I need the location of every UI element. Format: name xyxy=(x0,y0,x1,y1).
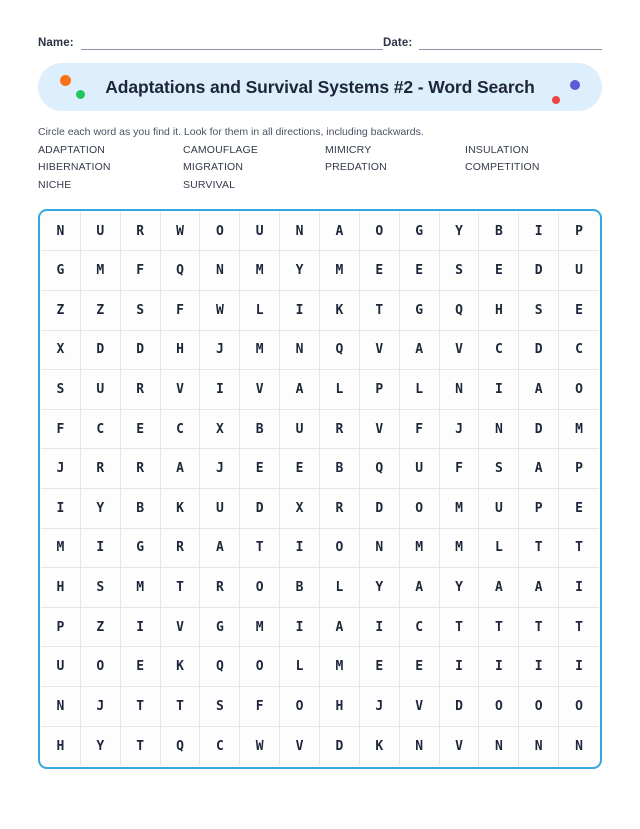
grid-cell[interactable]: I xyxy=(280,608,320,648)
grid-cell[interactable]: S xyxy=(200,687,240,727)
grid-cell[interactable]: D xyxy=(121,331,161,371)
word-list-item: NICHE xyxy=(38,178,72,191)
grid-cell[interactable]: U xyxy=(479,489,519,529)
grid-cell[interactable]: A xyxy=(320,608,360,648)
grid-cell[interactable]: Q xyxy=(161,727,201,767)
name-date-row xyxy=(38,0,602,50)
word-list-item: PREDATION xyxy=(325,161,387,174)
grid-cell[interactable]: V xyxy=(440,727,480,767)
grid-cell[interactable]: D xyxy=(240,489,280,529)
grid-cell[interactable]: M xyxy=(320,647,360,687)
grid-cell[interactable]: M xyxy=(440,529,480,569)
grid-cell[interactable]: C xyxy=(81,410,121,450)
grid-cell[interactable]: G xyxy=(200,608,240,648)
grid-cell[interactable]: N xyxy=(519,727,559,767)
grid-cell[interactable]: K xyxy=(360,727,400,767)
grid-cell[interactable]: Q xyxy=(320,331,360,371)
grid-cell[interactable]: S xyxy=(519,291,559,331)
grid-cell[interactable]: L xyxy=(320,568,360,608)
name-write-line[interactable] xyxy=(81,36,383,50)
grid-cell[interactable]: O xyxy=(559,370,599,410)
grid-cell[interactable]: V xyxy=(440,331,480,371)
grid-cell[interactable]: C xyxy=(161,410,201,450)
grid-cell[interactable]: O xyxy=(81,647,121,687)
grid-cell[interactable]: S xyxy=(41,370,81,410)
grid-cell[interactable]: T xyxy=(360,291,400,331)
grid-cell[interactable]: F xyxy=(41,410,81,450)
grid-cell[interactable]: S xyxy=(440,251,480,291)
grid-cell[interactable]: H xyxy=(320,687,360,727)
grid-cell[interactable]: D xyxy=(519,410,559,450)
grid-cell[interactable]: M xyxy=(121,568,161,608)
instructions-text: Circle each word as you find it. Look for them in all directions, including backwards. xyxy=(38,126,424,138)
grid-cell[interactable]: W xyxy=(200,291,240,331)
name-field-group xyxy=(38,36,383,50)
grid-cell[interactable]: M xyxy=(41,529,81,569)
grid-cell[interactable]: V xyxy=(280,727,320,767)
grid-cell[interactable]: N xyxy=(41,212,81,252)
grid-cell[interactable]: T xyxy=(559,608,599,648)
red-dot-icon xyxy=(552,96,560,104)
grid-cell[interactable]: V xyxy=(161,370,201,410)
grid-cell[interactable]: W xyxy=(240,727,280,767)
grid-cell[interactable]: E xyxy=(400,251,440,291)
grid-cell[interactable]: T xyxy=(121,687,161,727)
grid-cell[interactable]: N xyxy=(479,727,519,767)
grid-cell[interactable]: D xyxy=(519,251,559,291)
grid-cell[interactable]: E xyxy=(121,647,161,687)
grid-cell[interactable]: E xyxy=(559,291,599,331)
grid-cell[interactable]: F xyxy=(440,449,480,489)
word-list-item: MIMICRY xyxy=(325,144,372,157)
grid-cell[interactable]: O xyxy=(200,212,240,252)
grid-cell[interactable]: W xyxy=(161,212,201,252)
grid-cell[interactable]: Y xyxy=(440,212,480,252)
grid-cell[interactable]: Q xyxy=(200,647,240,687)
grid-cell[interactable]: Y xyxy=(360,568,400,608)
word-list-item: INSULATION xyxy=(465,144,529,157)
grid-cell[interactable]: M xyxy=(240,251,280,291)
grid-cell[interactable]: C xyxy=(200,727,240,767)
grid-cell[interactable]: A xyxy=(280,370,320,410)
grid-cell[interactable]: D xyxy=(320,727,360,767)
word-search-grid-container xyxy=(38,209,602,769)
title-banner xyxy=(38,63,602,111)
grid-cell[interactable]: D xyxy=(440,687,480,727)
grid-cell[interactable]: F xyxy=(400,410,440,450)
grid-cell[interactable]: I xyxy=(440,647,480,687)
grid-cell[interactable]: N xyxy=(440,370,480,410)
grid-cell[interactable]: B xyxy=(240,410,280,450)
grid-cell[interactable]: S xyxy=(479,449,519,489)
grid-cell[interactable]: F xyxy=(161,291,201,331)
grid-cell[interactable]: N xyxy=(360,529,400,569)
grid-cell[interactable]: I xyxy=(360,608,400,648)
grid-cell[interactable]: M xyxy=(240,331,280,371)
grid-cell[interactable]: M xyxy=(400,529,440,569)
grid-cell[interactable]: X xyxy=(280,489,320,529)
grid-cell[interactable]: V xyxy=(360,331,400,371)
grid-cell[interactable]: J xyxy=(360,687,400,727)
grid-cell[interactable]: D xyxy=(81,331,121,371)
grid-cell[interactable]: Z xyxy=(81,291,121,331)
grid-cell[interactable]: L xyxy=(280,647,320,687)
grid-cell[interactable]: M xyxy=(81,251,121,291)
grid-cell[interactable]: V xyxy=(161,608,201,648)
grid-cell[interactable]: M xyxy=(320,251,360,291)
grid-cell[interactable]: B xyxy=(479,212,519,252)
grid-cell[interactable]: A xyxy=(519,568,559,608)
grid-cell[interactable]: D xyxy=(360,489,400,529)
grid-cell[interactable]: D xyxy=(519,331,559,371)
word-list-item: SURVIVAL xyxy=(183,178,236,191)
grid-cell[interactable]: R xyxy=(320,489,360,529)
grid-cell[interactable]: I xyxy=(519,212,559,252)
grid-cell[interactable]: E xyxy=(280,449,320,489)
grid-cell[interactable]: S xyxy=(81,568,121,608)
grid-cell[interactable]: O xyxy=(280,687,320,727)
grid-cell[interactable]: T xyxy=(121,727,161,767)
grid-cell[interactable]: N xyxy=(200,251,240,291)
grid-cell[interactable]: I xyxy=(519,647,559,687)
grid-cell[interactable]: A xyxy=(161,449,201,489)
grid-cell[interactable]: R xyxy=(121,212,161,252)
grid-cell[interactable]: T xyxy=(519,608,559,648)
grid-cell[interactable]: J xyxy=(41,449,81,489)
grid-cell[interactable]: A xyxy=(519,449,559,489)
grid-cell[interactable]: P xyxy=(360,370,400,410)
grid-cell[interactable]: O xyxy=(400,489,440,529)
grid-cell[interactable]: O xyxy=(519,687,559,727)
grid-cell[interactable]: T xyxy=(519,529,559,569)
grid-cell[interactable]: R xyxy=(320,410,360,450)
grid-cell[interactable]: P xyxy=(519,489,559,529)
grid-cell[interactable]: K xyxy=(161,489,201,529)
grid-cell[interactable]: U xyxy=(81,370,121,410)
grid-cell[interactable]: A xyxy=(479,568,519,608)
grid-cell[interactable]: I xyxy=(559,568,599,608)
grid-cell[interactable]: E xyxy=(360,647,400,687)
grid-cell[interactable]: B xyxy=(121,489,161,529)
grid-cell[interactable]: R xyxy=(121,449,161,489)
grid-cell[interactable]: R xyxy=(81,449,121,489)
grid-cell[interactable]: N xyxy=(280,212,320,252)
grid-cell[interactable]: V xyxy=(360,410,400,450)
grid-cell[interactable]: P xyxy=(559,212,599,252)
grid-cell[interactable]: I xyxy=(121,608,161,648)
grid-cell[interactable]: T xyxy=(440,608,480,648)
grid-cell[interactable]: U xyxy=(400,449,440,489)
page-title: Adaptations and Survival Systems #2 - Word Search xyxy=(105,76,535,97)
grid-cell[interactable]: G xyxy=(400,291,440,331)
grid-cell[interactable]: U xyxy=(280,410,320,450)
grid-cell[interactable]: Y xyxy=(440,568,480,608)
grid-cell[interactable]: O xyxy=(360,212,400,252)
purple-dot-icon xyxy=(570,80,580,90)
grid-cell[interactable]: O xyxy=(479,687,519,727)
grid-cell[interactable]: A xyxy=(320,212,360,252)
grid-cell[interactable]: E xyxy=(121,410,161,450)
grid-cell[interactable]: M xyxy=(240,608,280,648)
grid-cell[interactable]: I xyxy=(280,529,320,569)
grid-cell[interactable]: E xyxy=(240,449,280,489)
word-list-item: COMPETITION xyxy=(465,161,540,174)
grid-cell[interactable]: F xyxy=(240,687,280,727)
grid-cell[interactable]: N xyxy=(559,727,599,767)
grid-cell[interactable]: H xyxy=(41,568,81,608)
grid-cell[interactable]: Z xyxy=(81,608,121,648)
grid-cell[interactable]: T xyxy=(161,568,201,608)
grid-cell[interactable]: K xyxy=(161,647,201,687)
grid-cell[interactable]: H xyxy=(161,331,201,371)
grid-cell[interactable]: C xyxy=(479,331,519,371)
grid-cell[interactable]: G xyxy=(121,529,161,569)
grid-cell[interactable]: O xyxy=(240,647,280,687)
grid-cell[interactable]: A xyxy=(519,370,559,410)
grid-cell[interactable]: U xyxy=(41,647,81,687)
grid-cell[interactable]: R xyxy=(200,568,240,608)
grid-cell[interactable]: U xyxy=(240,212,280,252)
grid-cell[interactable]: Q xyxy=(440,291,480,331)
grid-cell[interactable]: H xyxy=(41,727,81,767)
green-dot-icon xyxy=(76,90,85,99)
grid-cell[interactable]: H xyxy=(479,291,519,331)
grid-cell[interactable]: I xyxy=(479,647,519,687)
word-search-grid[interactable] xyxy=(41,212,599,766)
grid-cell[interactable]: O xyxy=(320,529,360,569)
grid-cell[interactable]: T xyxy=(559,529,599,569)
grid-cell[interactable]: E xyxy=(400,647,440,687)
grid-cell[interactable]: I xyxy=(479,370,519,410)
word-list-item: MIGRATION xyxy=(183,161,244,174)
grid-cell[interactable]: T xyxy=(240,529,280,569)
grid-cell[interactable]: I xyxy=(81,529,121,569)
word-list-item: ADAPTATION xyxy=(38,144,106,157)
grid-cell[interactable]: R xyxy=(121,370,161,410)
grid-cell[interactable]: L xyxy=(240,291,280,331)
grid-cell[interactable]: Q xyxy=(161,251,201,291)
grid-cell[interactable]: L xyxy=(320,370,360,410)
word-list-item: CAMOUFLAGE xyxy=(183,144,259,157)
grid-cell[interactable]: U xyxy=(559,251,599,291)
grid-cell[interactable]: M xyxy=(440,489,480,529)
grid-cell[interactable]: N xyxy=(41,687,81,727)
grid-cell[interactable]: X xyxy=(200,410,240,450)
grid-cell[interactable]: O xyxy=(240,568,280,608)
grid-cell[interactable]: C xyxy=(559,331,599,371)
grid-cell[interactable]: J xyxy=(200,331,240,371)
word-list-item: HIBERNATION xyxy=(38,161,111,174)
grid-cell[interactable]: L xyxy=(479,529,519,569)
grid-cell[interactable]: U xyxy=(200,489,240,529)
grid-cell[interactable]: X xyxy=(41,331,81,371)
grid-cell[interactable]: Y xyxy=(81,727,121,767)
date-write-line[interactable] xyxy=(419,36,602,50)
grid-cell[interactable]: R xyxy=(161,529,201,569)
grid-cell[interactable]: F xyxy=(121,251,161,291)
orange-dot-icon xyxy=(60,75,71,86)
grid-cell[interactable]: N xyxy=(400,727,440,767)
grid-cell[interactable]: B xyxy=(280,568,320,608)
grid-cell[interactable]: K xyxy=(320,291,360,331)
grid-cell[interactable]: G xyxy=(41,251,81,291)
grid-cell[interactable]: V xyxy=(240,370,280,410)
grid-cell[interactable]: C xyxy=(400,608,440,648)
grid-cell[interactable]: U xyxy=(81,212,121,252)
grid-cell[interactable]: E xyxy=(559,489,599,529)
date-label: Date: xyxy=(383,37,413,49)
grid-cell[interactable]: A xyxy=(200,529,240,569)
grid-cell[interactable]: O xyxy=(559,687,599,727)
grid-cell[interactable]: E xyxy=(479,251,519,291)
grid-cell[interactable]: J xyxy=(440,410,480,450)
grid-cell[interactable]: J xyxy=(200,449,240,489)
grid-cell[interactable]: A xyxy=(400,331,440,371)
grid-cell[interactable]: Y xyxy=(280,251,320,291)
grid-cell[interactable]: I xyxy=(41,489,81,529)
grid-cell[interactable]: P xyxy=(559,449,599,489)
grid-cell[interactable]: Y xyxy=(81,489,121,529)
grid-cell[interactable]: G xyxy=(400,212,440,252)
grid-cell[interactable]: A xyxy=(400,568,440,608)
grid-cell[interactable]: I xyxy=(280,291,320,331)
grid-cell[interactable]: J xyxy=(81,687,121,727)
grid-cell[interactable]: M xyxy=(559,410,599,450)
grid-cell[interactable]: V xyxy=(400,687,440,727)
grid-cell[interactable]: E xyxy=(360,251,400,291)
grid-cell[interactable]: T xyxy=(161,687,201,727)
word-list xyxy=(38,143,602,193)
grid-cell[interactable]: Q xyxy=(360,449,400,489)
grid-cell[interactable]: I xyxy=(559,647,599,687)
grid-cell[interactable]: N xyxy=(280,331,320,371)
date-field-group xyxy=(383,36,602,50)
grid-cell[interactable]: T xyxy=(479,608,519,648)
grid-cell[interactable]: S xyxy=(121,291,161,331)
grid-cell[interactable]: Z xyxy=(41,291,81,331)
grid-cell[interactable]: N xyxy=(479,410,519,450)
name-label: Name: xyxy=(38,37,74,49)
grid-cell[interactable]: I xyxy=(200,370,240,410)
grid-cell[interactable]: P xyxy=(41,608,81,648)
grid-cell[interactable]: B xyxy=(320,449,360,489)
grid-cell[interactable]: L xyxy=(400,370,440,410)
